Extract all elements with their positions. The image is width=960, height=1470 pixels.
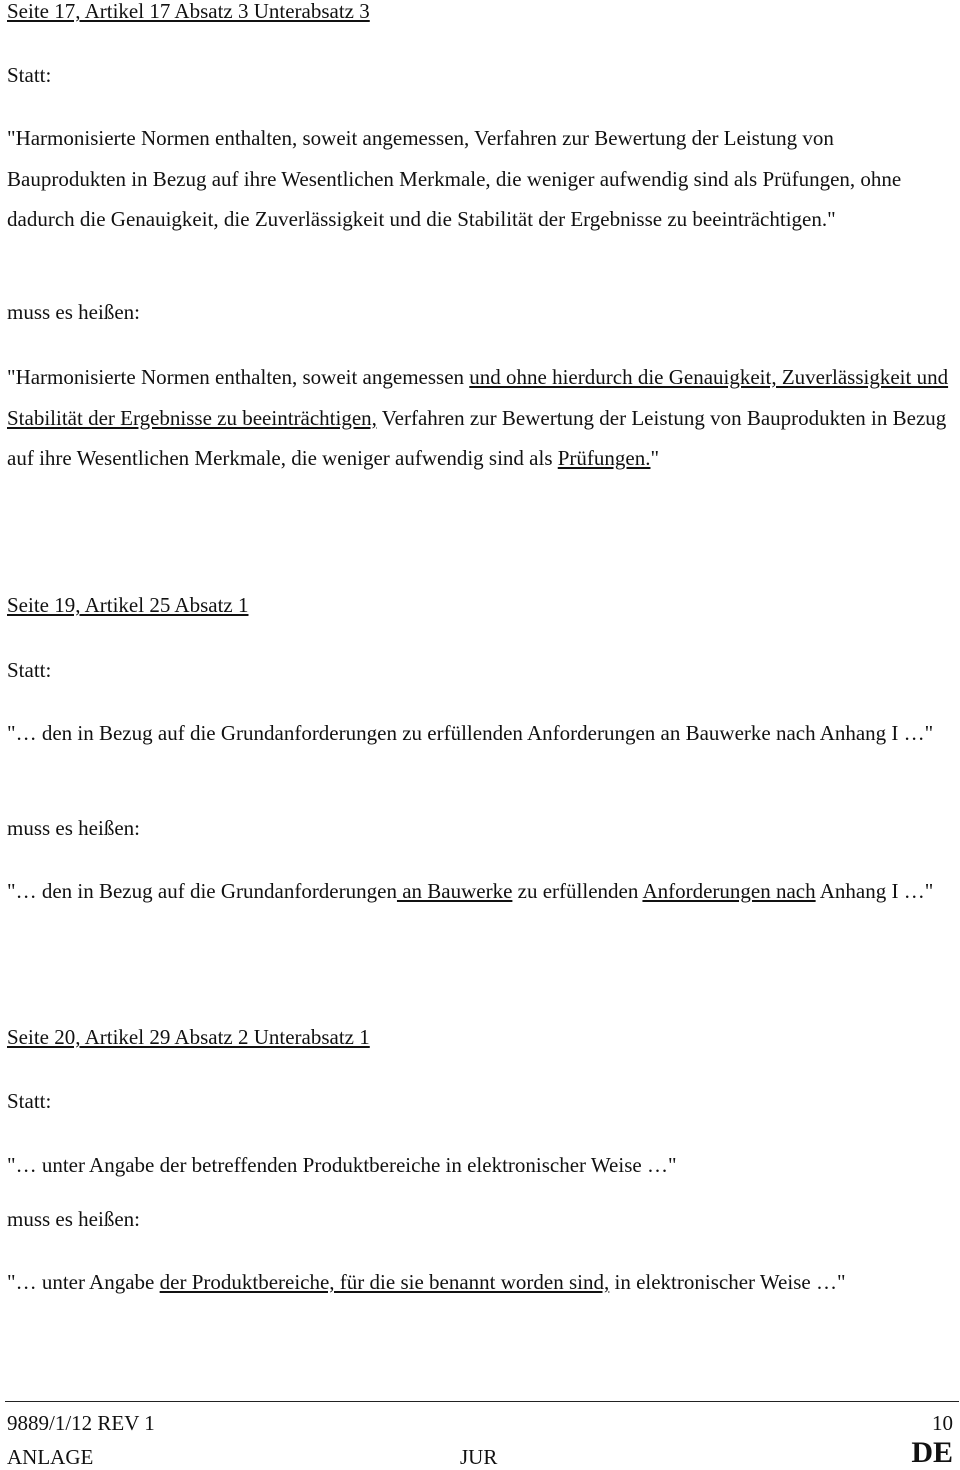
footer-doc-ref: 9889/1/12 REV 1 [7, 1411, 155, 1435]
section-2-corrected-text [7, 871, 937, 912]
text-run: "… den in Bezug auf die Grundanforderungen [7, 879, 397, 903]
section-3-heading: Seite 20, Artikel 29 Absatz 2 Unterabsatz 1 [7, 1025, 370, 1049]
section-3-corrected-text [7, 1262, 959, 1303]
section-1-muss-label: muss es heißen: [7, 300, 140, 324]
section-1-statt-label: Statt: [7, 63, 52, 87]
section-1-heading: Seite 17, Artikel 17 Absatz 3 Unterabsatz 3 [7, 0, 370, 23]
text-run: zu erfüllenden [512, 879, 643, 903]
inserted-text: an Bauwerke [396, 879, 513, 903]
text-run: Verfahren zur Bewertung der Leistung von Bauprodukten in Bezug auf ihre Wesentlichen Merkmale, die weniger aufwendig sind als [7, 405, 947, 470]
footer-dept: JUR [460, 1445, 498, 1469]
footer-divider [5, 1401, 959, 1402]
section-3-original-text: "… unter Angabe der betreffenden Produktbereiche in elektronischer Weise …" [7, 1153, 677, 1177]
footer-language: DE [911, 1436, 953, 1469]
section-2-original-text: "… den in Bezug auf die Grundanforderungen zu erfüllenden Anforderungen an Bauwerke nach Anhang I …" [7, 721, 934, 745]
text-run: in elektronischer Weise …" [609, 1270, 846, 1294]
inserted-text: der Produktbereiche, für die sie benannt worden sind, [159, 1270, 610, 1294]
text-run: "Harmonisierte Normen enthalten, soweit angemessen [7, 365, 470, 389]
section-3-statt-label: Statt: [7, 1089, 52, 1113]
section-1-corrected-text [7, 357, 952, 479]
section-2-muss-label: muss es heißen: [7, 816, 140, 840]
text-run: " [650, 446, 660, 470]
section-2-heading: Seite 19, Artikel 25 Absatz 1 [7, 593, 249, 617]
inserted-text: und ohne hierdurch die Genauigkeit, Zuverlässigkeit und Stabilität der Ergebnisse zu beeinträchtigen, [7, 365, 949, 430]
section-3-muss-label: muss es heißen: [7, 1207, 140, 1231]
text-run: Anhang I …" [815, 879, 934, 903]
footer-annex: ANLAGE [7, 1445, 94, 1469]
inserted-text: Anforderungen nach [642, 879, 816, 903]
footer-page-number: 10 [932, 1411, 953, 1435]
text-run: "… unter Angabe [7, 1270, 160, 1294]
section-2-statt-label: Statt: [7, 658, 52, 682]
inserted-text: Prüfungen. [557, 446, 651, 470]
section-1-original-text: "Harmonisierte Normen enthalten, soweit angemessen, Verfahren zur Bewertung der Leistung von Bauprodukten in Bezug auf ihre Wesentlichen Merkmale, die weniger aufwendig sind als Prüfungen, ohne dadurch die Genauigkeit, die Zuverlässigkeit und die Stabilität der Ergebnisse zu beeinträchtigen." [7, 126, 902, 231]
